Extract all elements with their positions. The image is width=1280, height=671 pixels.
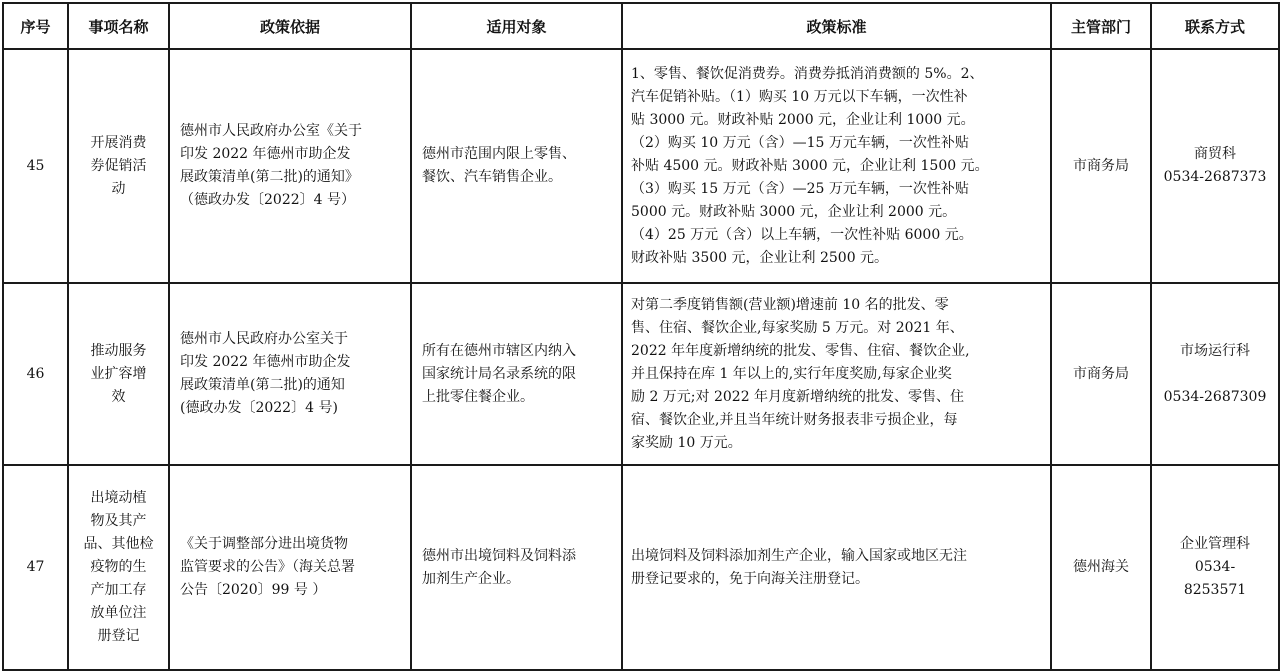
target-line: 德州市出境饲料及饲料添 — [422, 547, 576, 564]
target-line: 加剂生产企业。 — [422, 570, 520, 587]
standard-line: 宿、餐饮企业,并且当年统计财务报表非亏损企业，每 — [631, 411, 958, 428]
basis-line: 印发 2022 年德州市助企发 — [180, 354, 351, 370]
standard-line: 汽车促销补贴。（1）购买 10 万元以下车辆，一次性补 — [631, 88, 968, 105]
contact-phone: 0534-2687373 — [1163, 169, 1267, 185]
cell-basis — [169, 283, 411, 465]
cell-dept — [1051, 465, 1151, 670]
cell-standard — [622, 465, 1051, 670]
contact-section: 商贸科 — [1194, 146, 1236, 162]
cell-basis — [169, 49, 411, 283]
cell-standard — [622, 283, 1051, 465]
basis-line: 展政策清单(第二批)的通知 — [180, 377, 345, 393]
header-item-name: 事项名称 — [68, 3, 169, 49]
standard-line: 出境饲料及饲料添加剂生产企业，输入国家或地区无注 — [631, 547, 967, 564]
item-name-line: 出境动植 — [90, 490, 147, 506]
target-line: 餐饮、汽车销售企业。 — [422, 169, 562, 185]
basis-line: 德州市人民政府办公室关于 — [180, 331, 348, 347]
cell-seq — [3, 465, 68, 670]
cell-contact — [1151, 465, 1279, 670]
contact-phone: 0534- 8253571 — [1183, 559, 1247, 598]
standard-line: 补贴 4500 元。财政补贴 3000 元，企业让利 1500 元。 — [631, 157, 989, 174]
standard-line: 对第二季度销售额(营业额)增速前 10 名的批发、零 — [631, 296, 949, 313]
cell-target — [411, 49, 622, 283]
cell-target — [411, 283, 622, 465]
cell-dept — [1051, 49, 1151, 283]
standard-line: （2）购买 10 万元（含）—15 万元车辆，一次性补贴 — [631, 134, 969, 151]
item-name-line: 效 — [111, 388, 126, 405]
dept-value: 市商务局 — [1073, 157, 1129, 174]
item-name-line: 放单位注 — [90, 605, 147, 621]
cell-item-name — [68, 49, 169, 283]
header-basis: 政策依据 — [169, 3, 411, 49]
standard-line: 5000 元。财政补贴 3000 元，企业让利 2000 元。 — [631, 203, 957, 220]
item-name-line: 物及其产 — [90, 513, 147, 529]
standard-line: 并且保持在库 1 年以上的,实行年度奖励,每家企业奖 — [631, 365, 952, 382]
item-name-line: 疫物的生 — [90, 559, 147, 575]
standard-line: 贴 3000 元。财政补贴 2000 元，企业让利 1000 元。 — [631, 111, 975, 128]
item-name-line: 品、其他检 — [83, 536, 154, 552]
policy-table — [2, 2, 1280, 671]
basis-line: 印发 2022 年德州市助企发 — [180, 146, 351, 162]
standard-line: 财政补贴 3500 元，企业让利 2500 元。 — [631, 249, 889, 266]
header-target: 适用对象 — [411, 3, 622, 49]
item-name-line: 产加工存 — [90, 582, 147, 598]
dept-value: 德州海关 — [1073, 559, 1129, 575]
basis-line: 《关于调整部分进出境货物 — [180, 536, 348, 552]
target-line: 德州市范围内限上零售、 — [422, 146, 576, 162]
contact-phone: 0534-2687309 — [1163, 388, 1267, 405]
basis-line: 德州市人民政府办公室《关于 — [180, 123, 362, 139]
standard-line: 售、住宿、餐饮企业,每家奖励 5 万元。对 2021 年、 — [631, 319, 964, 336]
cell-seq — [3, 283, 68, 465]
contact-section: 企业管理科 — [1180, 536, 1250, 552]
item-name-line: 册登记 — [97, 628, 140, 644]
table-row — [3, 49, 1279, 283]
header-contact: 联系方式 — [1151, 3, 1279, 49]
table-row — [3, 465, 1279, 670]
standard-line: 册登记要求的，免于向海关注册登记。 — [631, 570, 869, 587]
seq-value: 45 — [26, 157, 45, 174]
standard-line: （4）25 万元（含）以上车辆，一次性补贴 6000 元。 — [631, 226, 973, 243]
target-line: 国家统计局名录系统的限 — [422, 365, 576, 382]
cell-target — [411, 465, 622, 670]
cell-contact — [1151, 283, 1279, 465]
cell-contact — [1151, 49, 1279, 283]
cell-item-name — [68, 465, 169, 670]
item-name-line: 动 — [111, 180, 126, 197]
standard-line: 2022 年年度新增纳统的批发、零售、住宿、餐饮企业, — [631, 342, 970, 359]
basis-line: (德政办发〔2022〕4 号) — [180, 400, 338, 416]
cell-item-name — [68, 283, 169, 465]
item-name-line: 业扩容增 — [90, 365, 147, 382]
seq-value: 46 — [26, 365, 45, 382]
standard-line: 1、零售、餐饮促消费券。消费券抵消消费额的 5%。2、 — [631, 65, 984, 82]
contact-spacer — [1162, 363, 1268, 386]
contact-section: 市场运行科 — [1180, 342, 1250, 359]
standard-line: 励 2 万元;对 2022 年月度新增纳统的批发、零售、住 — [631, 388, 965, 405]
item-name-line: 开展消费 — [90, 134, 147, 151]
target-line: 所有在德州市辖区内纳入 — [422, 342, 576, 359]
cell-seq — [3, 49, 68, 283]
basis-line: （德政办发〔2022〕4 号） — [180, 192, 355, 208]
basis-line: 监管要求的公告》（海关总署 — [180, 559, 355, 575]
standard-line: 家奖励 10 万元。 — [631, 434, 742, 451]
table-row — [3, 283, 1279, 465]
header-row — [3, 3, 1279, 49]
basis-line: 展政策清单(第二批)的通知》 — [180, 169, 359, 185]
cell-standard — [622, 49, 1051, 283]
header-standard: 政策标准 — [622, 3, 1051, 49]
standard-line: （3）购买 15 万元（含）—25 万元车辆，一次性补贴 — [631, 180, 969, 197]
header-seq: 序号 — [3, 3, 68, 49]
item-name-line: 券促销活 — [90, 157, 147, 174]
cell-dept — [1051, 283, 1151, 465]
basis-line: 公告〔2020〕99 号 ） — [180, 582, 327, 598]
target-line: 上批零住餐企业。 — [422, 388, 534, 405]
dept-value: 市商务局 — [1073, 365, 1129, 382]
header-dept: 主管部门 — [1051, 3, 1151, 49]
item-name-line: 推动服务 — [90, 342, 147, 359]
seq-value: 47 — [26, 559, 45, 575]
cell-basis — [169, 465, 411, 670]
